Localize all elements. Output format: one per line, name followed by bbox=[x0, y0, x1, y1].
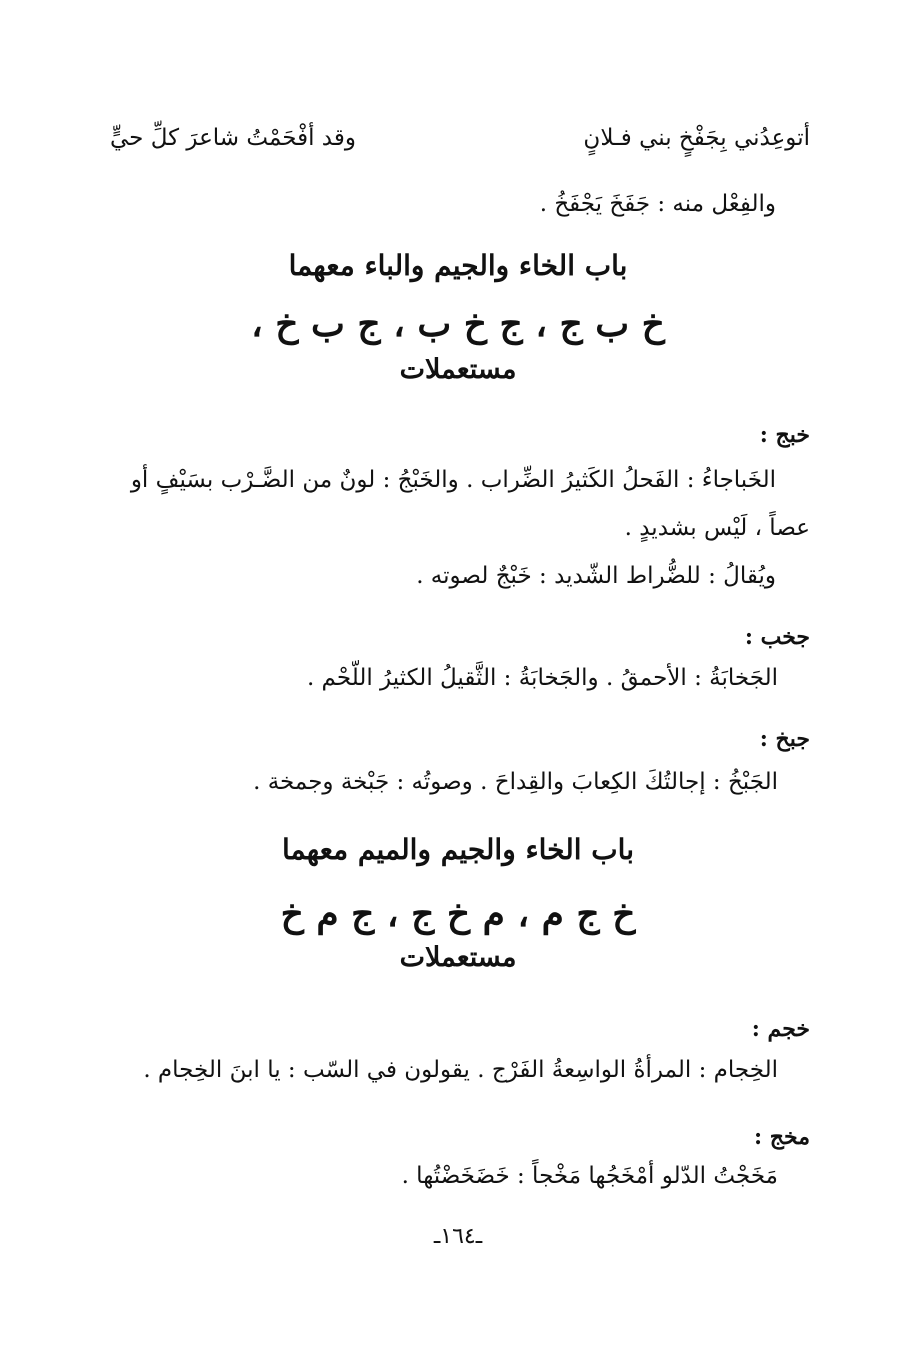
entry-root: جبخ : bbox=[759, 726, 810, 752]
page-number: ١٦٤ bbox=[440, 1224, 476, 1249]
verse-second-hemistich: وقد أفْحَمْتُ شاعرَ كلِّ حيٍّ bbox=[110, 125, 356, 151]
entry-definition: مَخَجْتُ الدّلو أمْخَجُها مَخْجاً : خَضَخَضْتُها . bbox=[401, 1163, 778, 1189]
entry-definition: الجَبْخُ : إجالتُكَ الكِعابَ والقِداحَ . وصوتُه : جَبْخة وجمخة . bbox=[253, 769, 778, 795]
verse-first-hemistich: أتوعِدُني بِجَفْخٍ بني فـلانٍ bbox=[583, 125, 810, 151]
entry-definition: ويُقالُ : للضُّراط الشّديد : خَبْجٌ لصوته . bbox=[416, 563, 776, 589]
verb-form-line: والفِعْل منه : جَفَخَ يَجْفَخُ . bbox=[539, 191, 776, 217]
entry-definition: الخَباجاءُ : الفَحلُ الكَثيرُ الضِّراب . والخَبْجُ : لونٌ من الضَّـرْب بسَيْفٍ أو bbox=[130, 467, 776, 493]
used-label: مستعملات bbox=[399, 942, 517, 973]
entry-definition: الخِجام : المرأةُ الواسِعةُ الفَرْج . يقولون في السّب : يا ابنَ الخِجام . bbox=[143, 1057, 778, 1083]
entry-root: جخب : bbox=[744, 624, 810, 650]
entry-definition: الجَخابَةُ : الأحمقُ . والجَخابَةُ : الثَّقيلُ الكثيرُ اللّحْم . bbox=[306, 665, 778, 691]
used-label: مستعملات bbox=[399, 354, 517, 385]
section-title: باب الخاء والجيم والباء معهما bbox=[288, 249, 628, 282]
section-title: باب الخاء والجيم والميم معهما bbox=[282, 833, 634, 866]
entry-definition: عصاً ، لَيْس بشديدٍ . bbox=[624, 515, 810, 541]
letter-combinations: خ ج م ، م خ ج ، ج م خ bbox=[280, 893, 636, 935]
entry-root: خجم : bbox=[751, 1016, 810, 1042]
entry-root: خبج : bbox=[759, 422, 810, 448]
page-number-footer: ـ١٦٤ـ bbox=[0, 1222, 916, 1252]
entry-root: مخج : bbox=[754, 1124, 810, 1150]
letter-combinations: خ ب ج ، ج خ ب ، ج ب خ ، bbox=[251, 303, 665, 345]
